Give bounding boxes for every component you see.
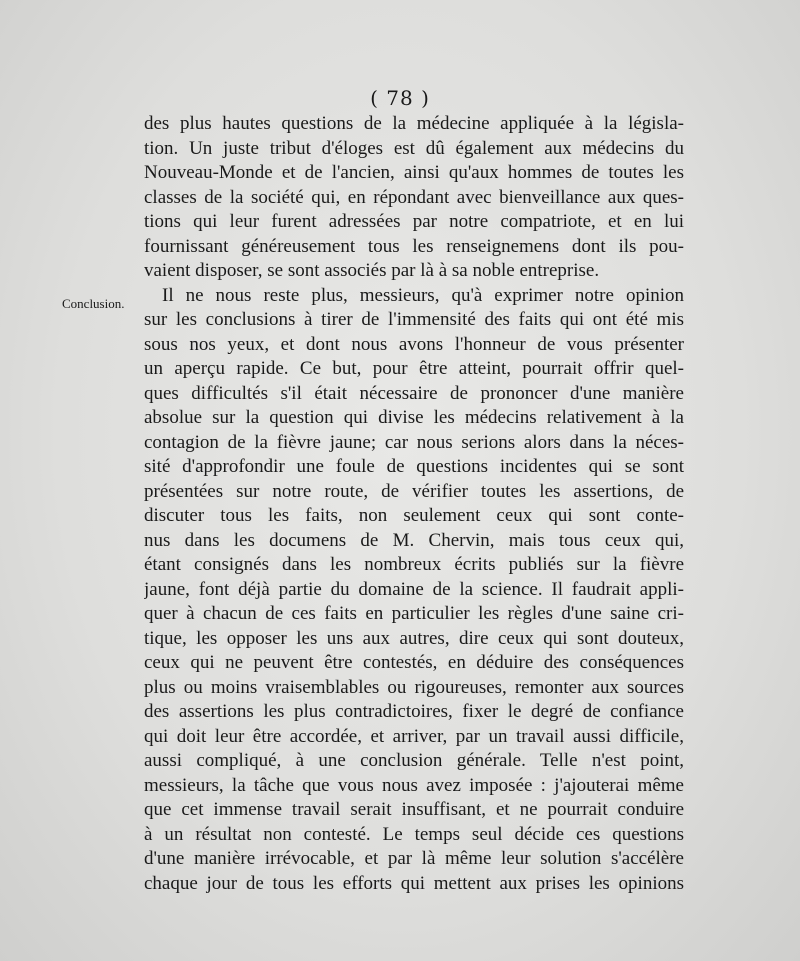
text-line: ceux qui ne peuvent être contestés, en déduire des conséquences <box>144 652 684 673</box>
text-line: Nouveau-Monde et de l'ancien, ainsi qu'aux hommes de toutes les <box>144 162 684 183</box>
text-line: qui doit leur être accordée, et arriver, par un travail aussi difficile, <box>144 725 684 747</box>
text-line: classes de la société qui, en répondant avec bienveillance aux ques- <box>144 186 684 208</box>
text-line: messieurs, la tâche que vous nous avez imposée : j'ajouterai même <box>144 774 684 796</box>
text-line: vaient disposer, se sont associés par là à sa noble entreprise. <box>144 260 600 281</box>
text-line: quer à chacun de ces faits en particulier les règles d'une saine cri- <box>144 603 684 624</box>
text-line: contagion de la fièvre jaune; car nous serions alors dans la néces- <box>144 431 684 453</box>
body-text <box>144 112 684 896</box>
text-line: tions qui leur furent adressées par notre compatriote, et en lui <box>144 211 684 232</box>
text-line: chaque jour de tous les efforts qui mettent aux prises les opinions <box>144 872 684 894</box>
text-line: fournissant généreusement tous les renseignemens dont ils pou- <box>144 235 684 257</box>
text-line: présentées sur notre route, de vérifier toutes les assertions, de <box>144 480 684 502</box>
text-line: plus ou moins vraisemblables ou rigoureuses, remonter aux sources <box>144 676 684 698</box>
text-line: jaune, font déjà partie du domaine de la science. Il faudrait appli- <box>144 578 684 600</box>
text-line: absolue sur la question qui divise les médecins relativement à la <box>144 407 684 428</box>
text-line: tion. Un juste tribut d'éloges est dû également aux médecins du <box>144 137 684 159</box>
text-line: d'une manière irrévocable, et par là même leur solution s'accélère <box>144 848 684 869</box>
text-line: des plus hautes questions de la médecine appliquée à la législa- <box>144 113 684 134</box>
text-line: ques difficultés s'il était nécessaire de prononcer d'une manière <box>144 382 684 404</box>
text-line: aussi compliqué, à une conclusion générale. Telle n'est point, <box>144 750 684 771</box>
text-line: tique, les opposer les uns aux autres, dire ceux qui sont douteux, <box>144 627 684 649</box>
text-line: sous nos yeux, et dont nous avons l'honneur de vous présenter <box>144 333 684 355</box>
margin-note: Conclusion. <box>62 296 125 311</box>
text-line: nus dans les documens de M. Chervin, mais tous ceux qui, <box>144 529 684 551</box>
text-line: Il ne nous reste plus, messieurs, qu'à exprimer notre opinion <box>162 284 684 306</box>
text-line: que cet immense travail serait insuffisant, et ne pourrait conduire <box>144 799 684 820</box>
text-line: sur les conclusions à tirer de l'immensité des faits qui ont été mis <box>144 309 684 330</box>
text-line: sité d'approfondir une foule de questions incidentes qui se sont <box>144 456 684 477</box>
text-line: un aperçu rapide. Ce but, pour être atteint, pourrait offrir quel- <box>144 358 684 379</box>
text-line: à un résultat non contesté. Le temps seul décide ces questions <box>144 823 684 845</box>
page-number: ( 78 ) <box>370 86 430 110</box>
text-line: discuter tous les faits, non seulement ceux qui sont conte- <box>144 505 684 526</box>
text-line: étant consignés dans les nombreux écrits publiés sur la fièvre <box>144 554 684 575</box>
text-line: des assertions les plus contradictoires, fixer le degré de confiance <box>144 701 684 722</box>
